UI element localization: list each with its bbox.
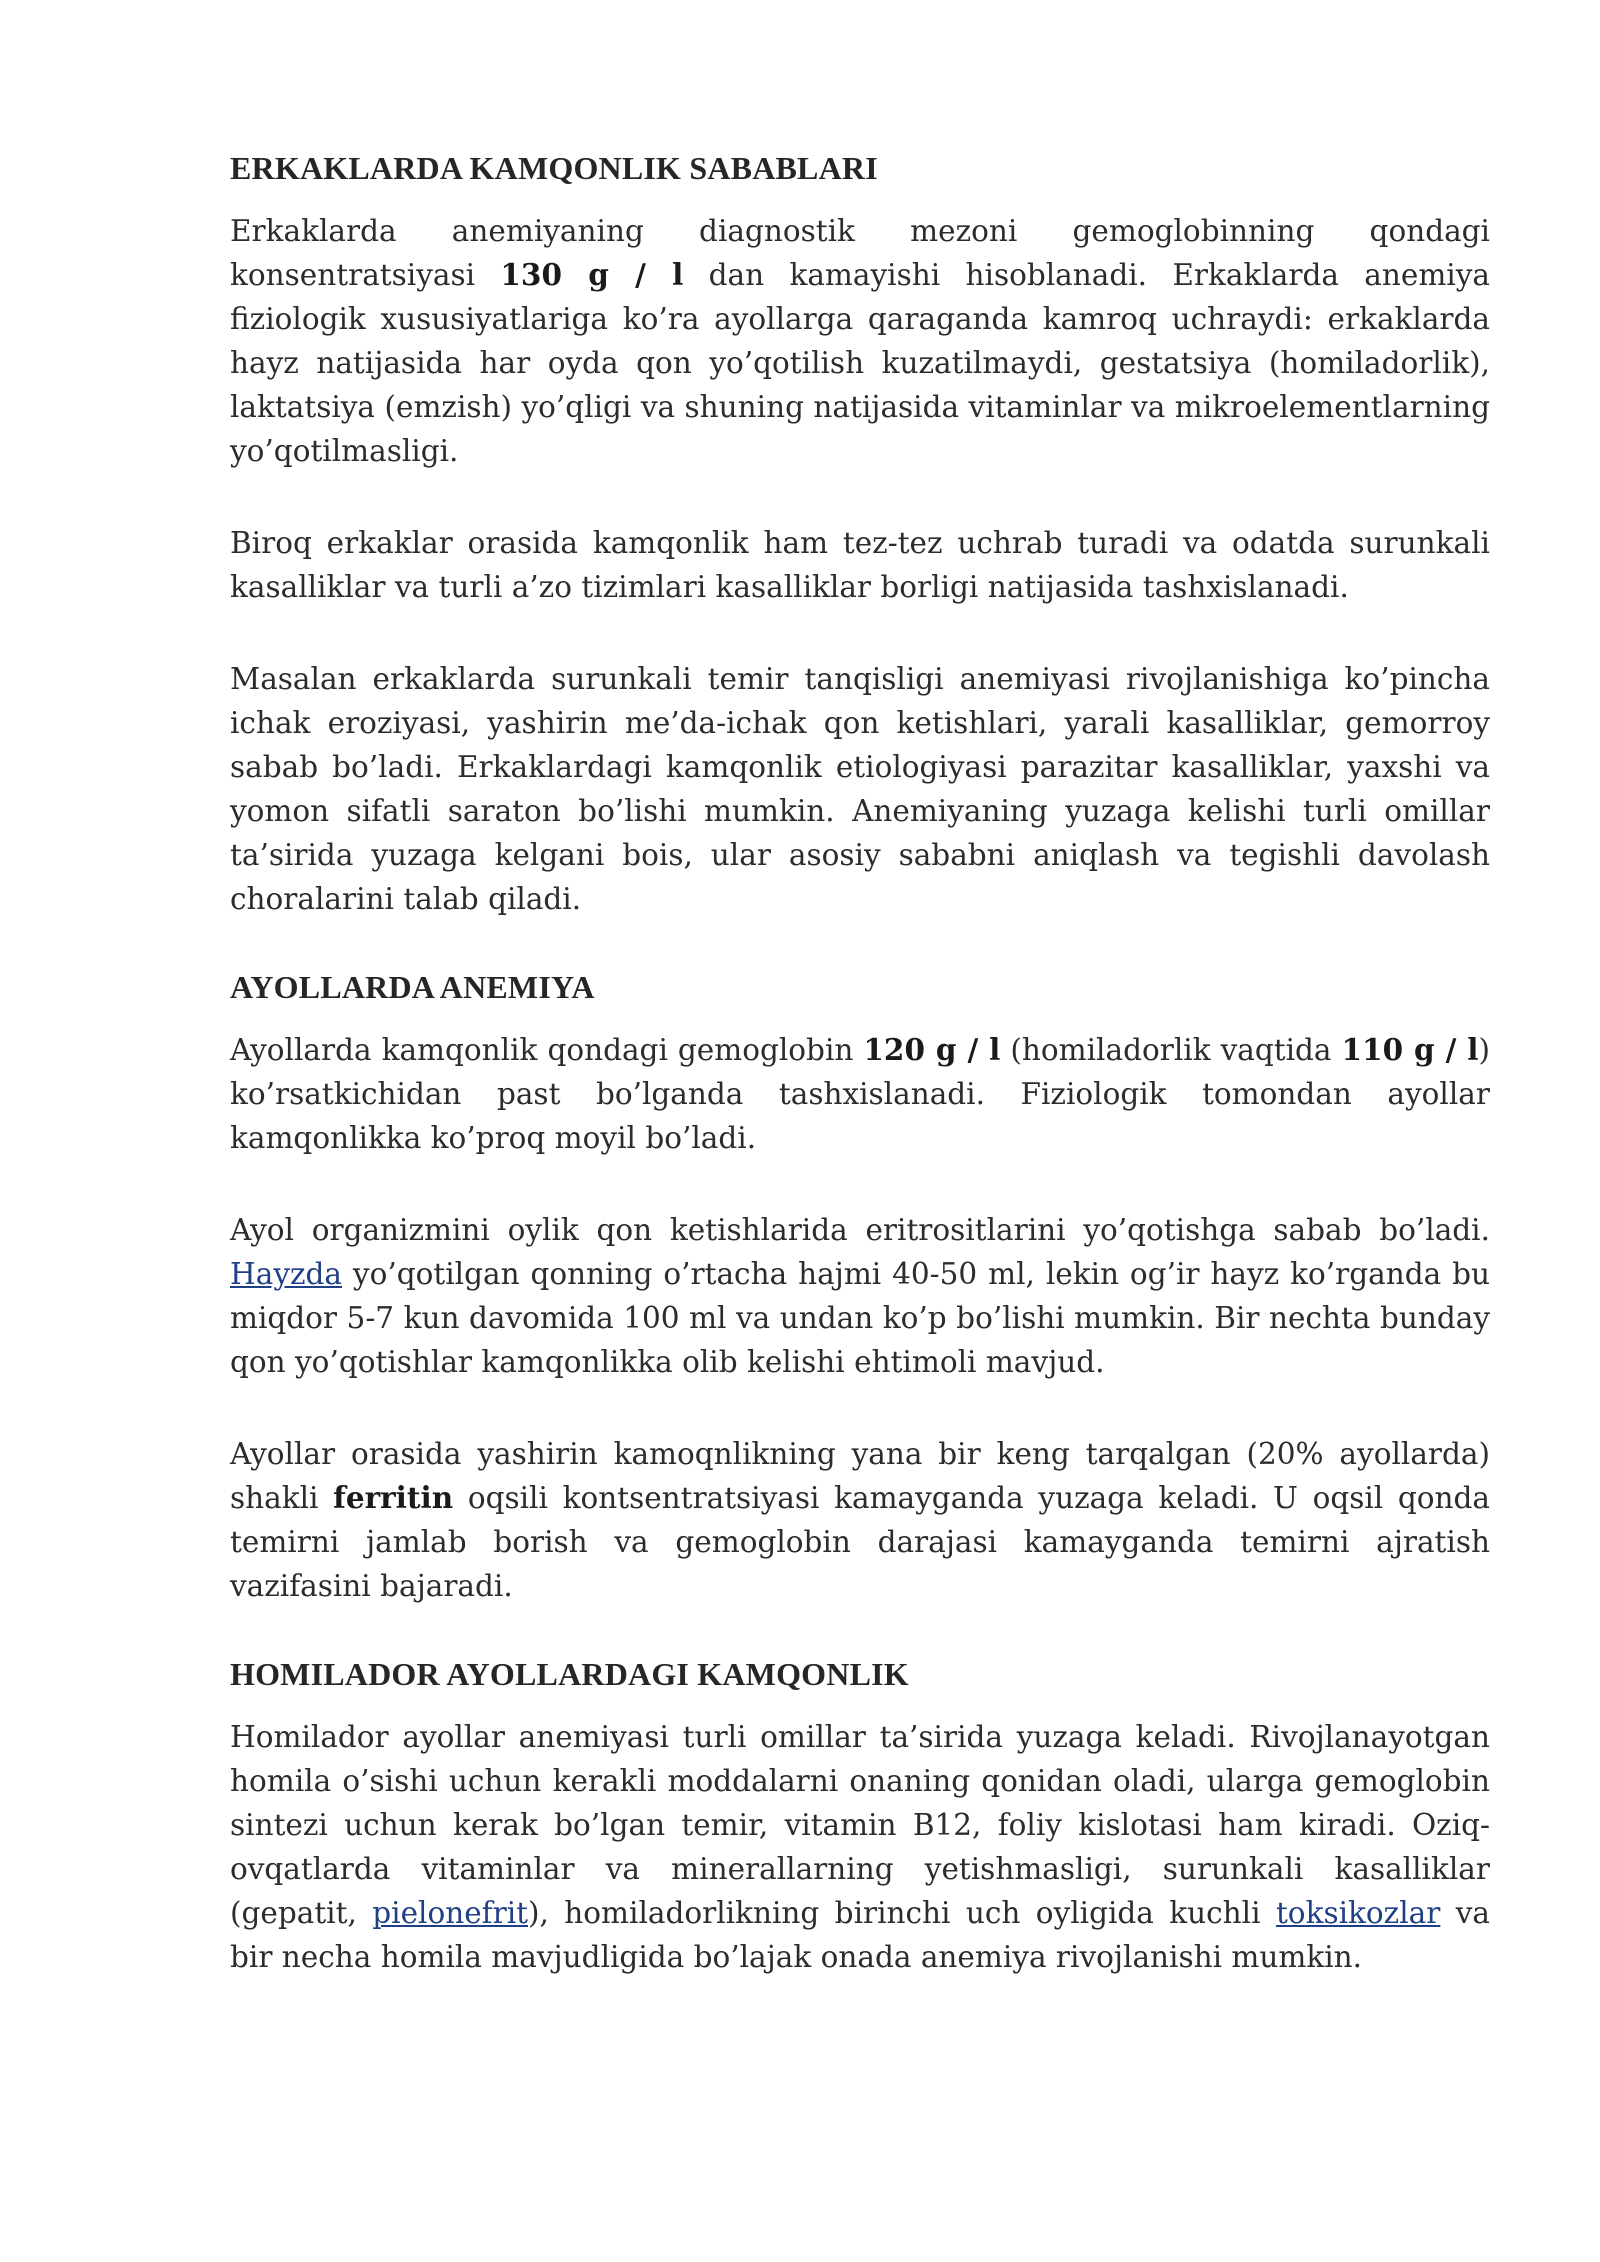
paragraph-pregnant-causes <box>230 1715 1490 1979</box>
section-heading-women: AYOLLARDA ANEMIYA <box>230 969 595 1005</box>
text-run: Ayollarda kamqonlik qondagi gemoglobin <box>230 1033 864 1067</box>
paragraph-men-chronic: Biroq erkaklar orasida kamqonlik ham tez-tez uchrab turadi va odatda surunkali kasalliklar va turli a’zo tizimlari kasalliklar borligi natijasida tashxislanadi. <box>230 526 1490 604</box>
text-run: Homilador ayollar anemiyasi turli omillar ta’sirida yuzaga keladi. Rivojlanayotgan homila o’sishi uchun kerakli moddalarni onaning qonidan oladi, ularga gemoglobin sintezi uchun kerak bo’lgan temir, vitamin B12, foliy kislotasi ham kiradi. Oziq-ovqatlarda vitaminlar va minerallarning yetishmasligi, surunkali kasalliklar (gepatit, <box>230 1720 1490 1930</box>
bold-value: 130 g / l <box>500 257 684 292</box>
section-heading-men: ERKAKLARDA KAMQONLIK SABABLARI <box>230 150 878 186</box>
bold-value: 120 g / l <box>863 1032 1001 1067</box>
hayzda-link[interactable]: Hayzda <box>230 1257 342 1291</box>
text-run: ), homiladorlikning birinchi uch oyligida kuchli <box>528 1896 1276 1930</box>
paragraph-men-criteria <box>230 209 1490 473</box>
paragraph-men-causes: Masalan erkaklarda surunkali temir tanqisligi anemiyasi rivojlanishiga ko’pincha ichak eroziyasi, yashirin me’da-ichak qon ketishlari, yarali kasalliklar, gemorroy sabab bo’ladi. Erkaklardagi kamqonlik etiologiyasi parazitar kasalliklar, yaxshi va yomon sifatli saraton bo’lishi mumkin. Anemiyaning yuzaga kelishi turli omillar ta’sirida yuzaga kelgani bois, ular asosiy sababni aniqlash va tegishli davolash choralarini talab qiladi. <box>230 662 1490 916</box>
text-run: Ayol organizmini oylik qon ketishlarida eritrositlarini yo’qotishga sabab bo’ladi. <box>230 1213 1490 1247</box>
text-run: dan kamayishi hisoblanadi. Erkaklarda anemiya fiziologik xususiyatlariga ko’ra ayollarga qaraganda kamroq uchraydi: erkaklarda hayz natijasida har oyda qon yo’qotilish kuzatilmaydi, gestatsiya (homiladorlik), laktatsiya (emzish) yo’qligi va shuning natijasida vitaminlar va mikroelementlarning yo’qotilmasligi. <box>230 258 1490 468</box>
pielonefrit-link[interactable]: pielonefrit <box>372 1896 528 1930</box>
text-run: yo’qotilgan qonning o’rtacha hajmi 40-50 ml, lekin og’ir hayz ko’rganda bu miqdor 5-7 kun davomida 100 ml va undan ko’p bo’lishi mumkin. Bir nechta bunday qon yo’qotishlar kamqonlikka olib kelishi ehtimoli mavjud. <box>230 1257 1490 1379</box>
toksikozlar-link[interactable]: toksikozlar <box>1275 1896 1441 1930</box>
section-heading-pregnant: HOMILADOR AYOLLARDAGI KAMQONLIK <box>230 1656 909 1692</box>
bold-term: ferritin <box>333 1480 454 1515</box>
text-run: va bir necha homila mavjudligida bo’lajak onada anemiya rivojlanishi mumkin. <box>230 1896 1490 1974</box>
text-run: (homiladorlik vaqtida <box>1000 1033 1342 1067</box>
text-run: ) ko’rsatkichidan past bo’lganda tashxislanadi. Fiziologik tomondan ayollar kamqonlikka ko’proq moyil bo’ladi. <box>230 1033 1490 1155</box>
paragraph-women-criteria <box>230 1028 1490 1160</box>
bold-value: 110 g / l <box>1341 1032 1479 1067</box>
text-run: oqsili kontsentratsiyasi kamayganda yuzaga keladi. U oqsil qonda temirni jamlab borish va gemoglobin darajasi kamayganda temirni ajratish vazifasini bajaradi. <box>230 1481 1490 1603</box>
text-run: Erkaklarda anemiyaning diagnostik mezoni gemoglobinning qondagi konsentratsiyasi <box>230 214 1490 292</box>
paragraph-women-ferritin <box>230 1432 1490 1608</box>
text-run: Ayollar orasida yashirin kamoqnlikning yana bir keng tarqalgan (20% ayollarda) shakli <box>230 1437 1490 1515</box>
paragraph-women-menstruation <box>230 1208 1490 1384</box>
